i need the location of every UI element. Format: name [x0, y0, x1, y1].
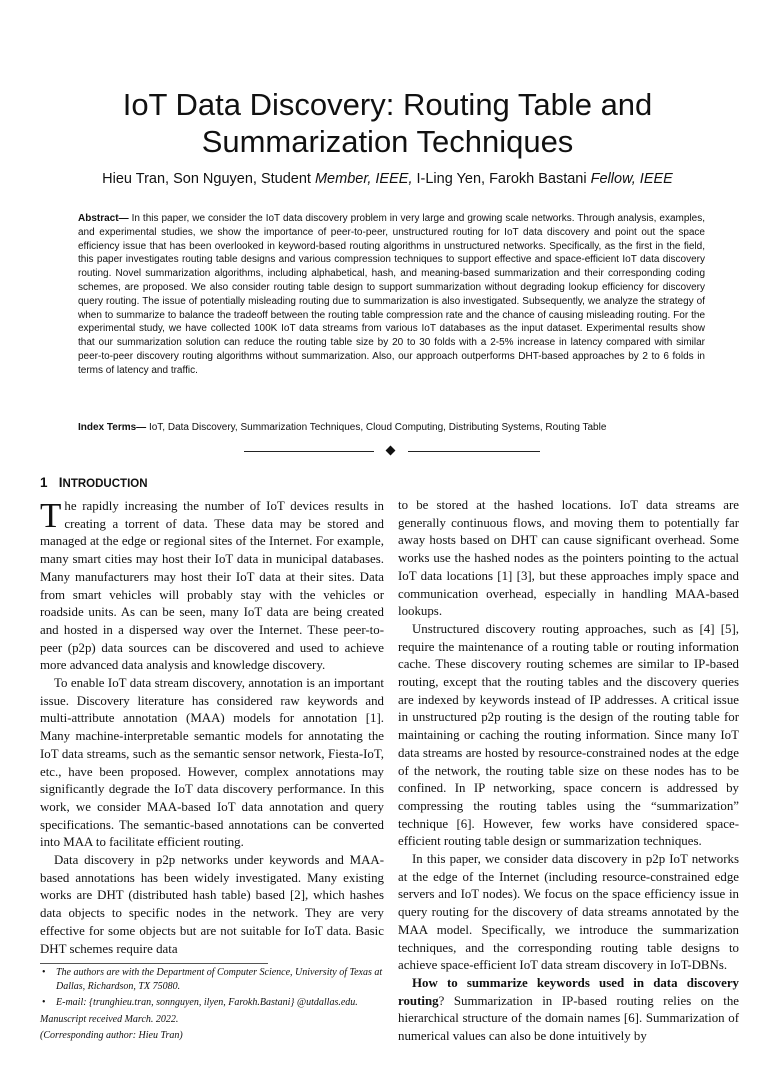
drop-cap: T [40, 496, 62, 535]
right-paragraph-4-bold: How to summarize keywords used in data discovery routing [398, 975, 739, 1008]
author-role-1: Member, IEEE, [314, 171, 413, 187]
left-column [40, 474, 384, 958]
author-names-1: Hieu Tran, Son Nguyen, Student [102, 171, 315, 187]
index-terms-label: Index Terms [78, 422, 137, 433]
section-heading [40, 474, 384, 493]
left-paragraph-3: Data discovery in p2p networks under keywords and MAA-based annotations has been widely investigated. Many existing works are DHT (distributed hash table) based [2], which hashes data objects to specific nodes in the network. They are very effective for some objects but are not suitable for IoT data. Basic DHT schemes require data [40, 853, 384, 956]
right-paragraph-2: Unstructured discovery routing approaches, such as [4] [5], require the maintenance of a routing table or routing information cache. These discovery routing schemes are similar to IP-based routing, except that the routing tables and the discovery queries are indexed by keywords instead of IP addresses. A critical issue in unstructured p2p routing is the design of the routing table for maintaining or caching the routing information. Since many IoT data streams are hosted by resource-constrained nodes at the edge of the network, the routing table size on these nodes has to be confined. In IP networking, space concern is addressed by compressing the routing tables using the “summarization” technique [6]. However, few works have considered space-efficient routing table design or summarization techniques. [398, 621, 739, 849]
bullet-icon: • [42, 997, 46, 1008]
left-paragraph-1 [40, 498, 384, 675]
bullet-icon: • [42, 967, 46, 978]
separator-diamond-icon [386, 446, 396, 456]
left-paragraph-2: To enable IoT data stream discovery, annotation is an important issue. Discovery literature has considered raw keywords and multi-attribute annotation (MAA) models for annotation [1]. Many machine-interpretable semantic models for annotating the IoT data streams, such as the semantic sensor network, Fiesta-IoT, etc., have been proposed. However, complex annotations may significantly degrade the IoT data discovery performance. In this work, we consider MAA-based IoT data annotation and query specifications. The semantic-based annotations can be converted into MAA to facilitate efficient routing. [40, 676, 384, 850]
abstract-label: Abstract [78, 213, 119, 224]
index-terms: Index Terms— IoT, Data Discovery, Summarization Techniques, Cloud Computing, Distributing Systems, Routing Table [78, 422, 607, 433]
separator-right [408, 451, 540, 452]
footnotes [40, 966, 390, 1046]
right-paragraph-1: to be stored at the hashed locations. IoT data streams are generally continuous flows, and moving them to potentially far away hosts based on DHT can cause significant overhead. Some works use the hashed nodes as the pointers pointing to the actual IoT data locations [1] [3], but these approaches imply space and communication overhead, especially in handling MAA-based lookups. [398, 498, 739, 619]
right-paragraph-4-text: ? Summarization in IP-based routing relies on the hierarchical structure of the domain names [6]. Summarization of numerical values can also be done intuitively by [398, 993, 739, 1044]
author-role-2: Fellow, IEEE [590, 171, 673, 187]
right-column [398, 497, 739, 1046]
footnote-affiliation-text: The authors are with the Department of Computer Science, University of Texas at Dallas, Richardson, TX 75080. [56, 967, 383, 992]
abstract-text: In this paper, we consider the IoT data discovery problem in very large and growing scale networks. Through analysis, examples, and experimental studies, we show the importance of peer-to-peer, unstructured routing for IoT data discovery and point out the space efficiency issue that has been overlooked in keyword-based routing algorithms in unstructured networks. Specifically, as the first in the field, this paper investigates routing table designs and various compression techniques to support effective and space-efficient IoT data discovery routing. Novel summarization algorithms, including alphabetical, hash, and meaning-based summarization and their corresponding coding schemes, are proposed. We also consider routing table design to support summarization without degrading lookup efficiency for discovery query routing. The issue of potentially misleading routing due to summarization is also investigated. Subsequently, we analyze the strategy of when to summarize to balance the tradeoff between the routing table compression rate and the chance of causing misleading routing. For the experimental study, we have collected 100K IoT data streams from various IoT databases as the input dataset. Experimental results show that our summarization solution can reduce the routing table size by 20 to 30 folds with a 2-5% increase in latency compared with similar peer-to-peer discovery routing algorithms without summarization. Also, our approach outperforms DHT-based approaches by 2 to 6 folds in terms of latency and traffic. [78, 213, 706, 376]
footnote-corresponding-author: (Corresponding author: Hieu Tran) [40, 1030, 183, 1041]
footnote-email-text: E-mail: {trunghieu.tran, sonnguyen, ilyen, Farokh.Bastani} @utdallas.edu. [56, 997, 358, 1008]
footnote-email [40, 996, 390, 1010]
footnote-manuscript: Manuscript received March. 2022. [40, 1013, 179, 1025]
footnote-affiliation [40, 966, 390, 993]
paper-title: IoT Data Discovery: Routing Table and Summarization Techniques [122, 87, 653, 159]
separator-left [244, 451, 374, 452]
abstract: Abstract— In this paper, we consider the IoT data discovery problem in very large and growing scale networks. Through analysis, examples, and experimental studies, we show the importance of peer-to-peer, unstructured routing for IoT data discovery and point out the space efficiency issue that has been overlooked in keyword-based routing algorithms in unstructured networks. Specifically, as the first in the field, this paper investigates routing table designs and various compression techniques to support effective and space-efficient IoT data discovery routing. Novel summarization algorithms, including alphabetical, hash, and meaning-based summarization and their corresponding coding schemes, are proposed. We also consider routing table design to support summarization without degrading lookup efficiency for discovery query routing. The issue of potentially misleading routing due to summarization is also investigated. Subsequently, we analyze the strategy of when to summarize to balance the tradeoff between the routing table compression rate and the chance of causing misleading routing. For the experimental study, we have collected 100K IoT data streams from various IoT databases as the input dataset. Experimental results show that our summarization solution can reduce the routing table size by 20 to 30 folds with a 2-5% increase in latency compared with similar peer-to-peer discovery routing algorithms without summarization. Also, our approach outperforms DHT-based approaches by 2 to 6 folds in terms of latency and traffic. [78, 213, 706, 376]
footnote-rule [40, 963, 268, 964]
right-paragraph-3: In this paper, we consider data discovery in p2p IoT networks at the edge of the Internet (including resource-constrained edge servers and IoT nodes). We focus on the space efficiency issue in query routing for the discovery of data streams annotated by the MAA model. Specifically, we introduce the summarization techniques, and the corresponding routing table designs to achieve space-efficient IoT data stream discovery in IoT-DBNs. [398, 852, 739, 973]
section-number: 1 [40, 475, 48, 490]
section-title-rest: NTRODUCTION [62, 478, 148, 490]
left-paragraph-1-text: he rapidly increasing the number of IoT devices results in creating a torrent of data. These data may be stored and managed at the edge or regional sites of the Internet. For example, many smart cities may host their IoT data in municipal databases. Many manufacturers may host their IoT data at their sites. Data from smart vehicles will probably stay with the vehicles or roadside units. As can be seen, many IoT data are being created and hosted in a dispersed way over the Internet. These peer-to-peer (p2p) data sources can be discovered and used to achieve more advanced data analysis and knowledge discovery. [40, 499, 384, 673]
right-paragraph-4 [398, 975, 739, 1046]
author-names-2: I-Ling Yen, Farokh Bastani [412, 171, 591, 187]
author-line [30, 170, 745, 188]
index-terms-text: IoT, Data Discovery, Summarization Techniques, Cloud Computing, Distributing Systems, Routing Table [148, 422, 607, 433]
section-title-first: I [58, 475, 63, 490]
